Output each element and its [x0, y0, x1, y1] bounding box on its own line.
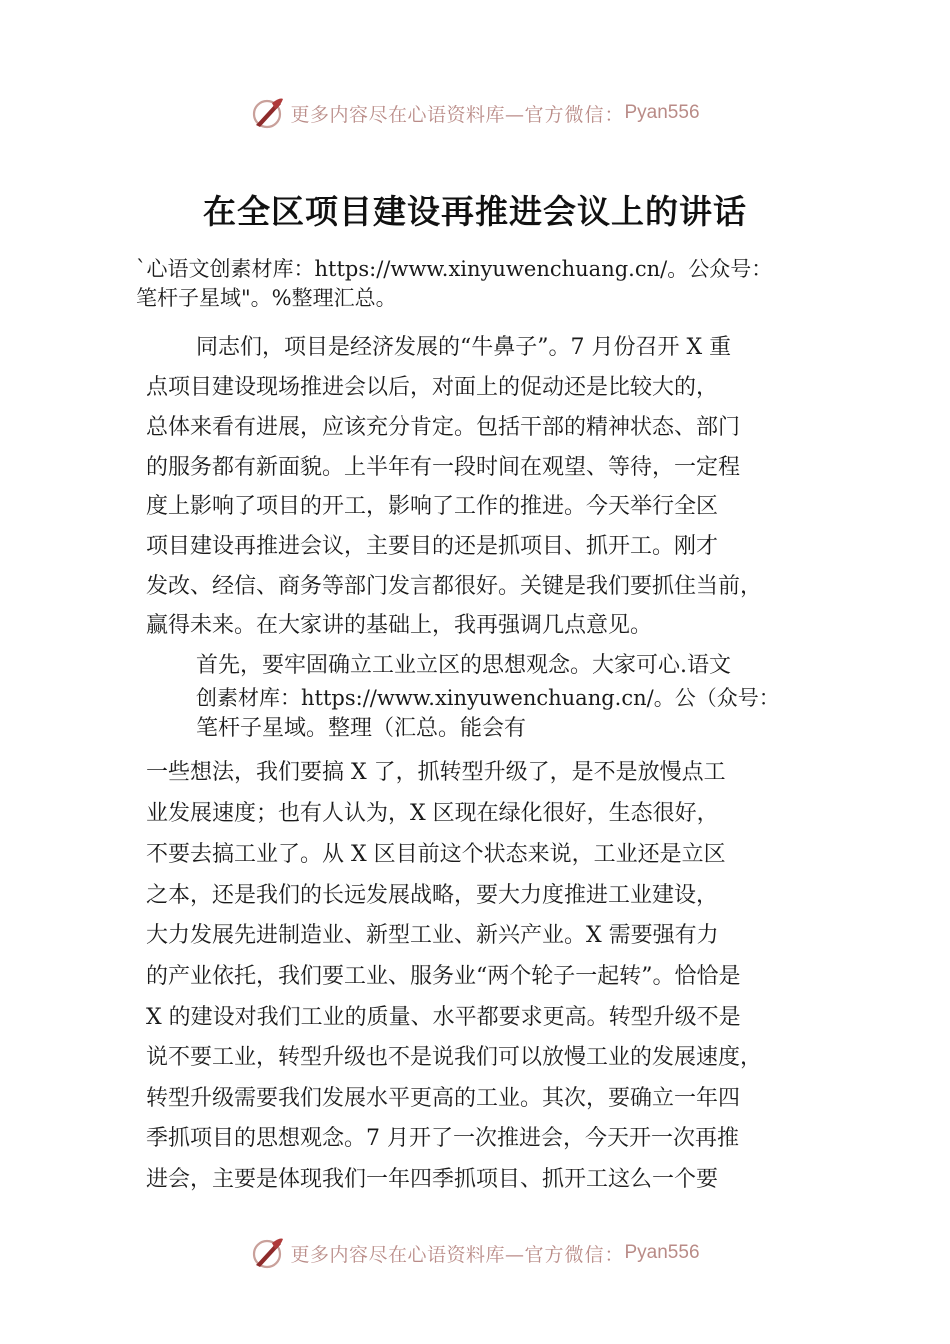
paragraph-line: 创素材库：https://www.xinyuwenchuang.cn/。公（众号： — [196, 686, 780, 710]
paragraph-line: 转型升级需要我们发展水平更高的工业。其次，要确立一年四 — [146, 1086, 741, 1111]
paragraph-line: 总体来看有进展，应该充分肯定。包括干部的精神状态、部门 — [146, 415, 741, 440]
banner-wechat-label: 官方微信： — [524, 103, 625, 126]
header-banner — [0, 93, 950, 133]
banner-wechat-label: 官方微信： — [524, 1243, 625, 1266]
paragraph-line: 一些想法，我们要搞 X 了，抓转型升级了，是不是放慢点工 — [146, 760, 726, 785]
paragraph-line: 同志们，项目是经济发展的“牛鼻子”。7 月份召开 X 重 — [196, 335, 732, 360]
quill-logo-icon — [250, 1235, 286, 1271]
paragraph-line: 度上影响了项目的开工，影响了工作的推进。今天举行全区 — [146, 494, 719, 519]
paragraph-line: 说不要工业，转型升级也不是说我们可以放慢工业的发展速度， — [146, 1045, 763, 1070]
paragraph-line: 不要去搞工业了。从 X 区目前这个状态来说，工业还是立区 — [146, 842, 726, 867]
quill-logo-icon — [250, 95, 286, 131]
banner-text: 更多内容尽在心语资料库— — [290, 1243, 525, 1266]
banner-wechat-id: Pyan556 — [624, 1242, 700, 1263]
paragraph-line: 的服务都有新面貌。上半年有一段时间在观望、等待，一定程 — [146, 455, 741, 480]
banner-text: 更多内容尽在心语资料库— — [290, 103, 525, 126]
paragraph-line: 赢得未来。在大家讲的基础上，我再强调几点意见。 — [146, 613, 653, 638]
paragraph-line: 点项目建设现场推进会以后，对面上的促动还是比较大的， — [146, 375, 719, 400]
paragraph-line: 之本，还是我们的长远发展战略，要大力度推进工业建设， — [146, 883, 719, 908]
paragraph-line: 首先，要牢固确立工业立区的思想观念。大家可心.语文 — [196, 653, 731, 678]
paragraph-line: 项目建设再推进会议，主要目的还是抓项目、抓开工。刚才 — [146, 534, 719, 559]
footer-banner — [0, 1233, 950, 1273]
paragraph-line: 笔杆子星域。整理（汇总。能会有 — [196, 716, 527, 741]
source-note-line: `心语文创素材库：https://www.xinyuwenchuang.cn/。公众号： — [136, 257, 773, 281]
paragraph-line: 的产业依托，我们要工业、服务业“两个轮子一起转”。恰恰是 — [146, 964, 741, 989]
paragraph-line: X 的建设对我们工业的质量、水平都要求更高。转型升级不是 — [146, 1005, 741, 1030]
paragraph-line: 业发展速度；也有人认为，X 区现在绿化很好，生态很好， — [146, 801, 719, 826]
paragraph-line: 进会，主要是体现我们一年四季抓项目、抓开工这么一个要 — [146, 1167, 719, 1192]
paragraph-line: 季抓项目的思想观念。7 月开了一次推进会，今天开一次再推 — [146, 1126, 739, 1151]
document-title: 在全区项目建设再推进会议上的讲话 — [203, 192, 747, 231]
paragraph-line: 大力发展先进制造业、新型工业、新兴产业。X 需要强有力 — [146, 923, 719, 948]
banner-wechat-id: Pyan556 — [624, 102, 700, 123]
paragraph-line: 发改、经信、商务等部门发言都很好。关键是我们要抓住当前， — [146, 574, 763, 599]
source-note-line: 笔杆子星域"。%整理汇总。 — [136, 286, 397, 310]
